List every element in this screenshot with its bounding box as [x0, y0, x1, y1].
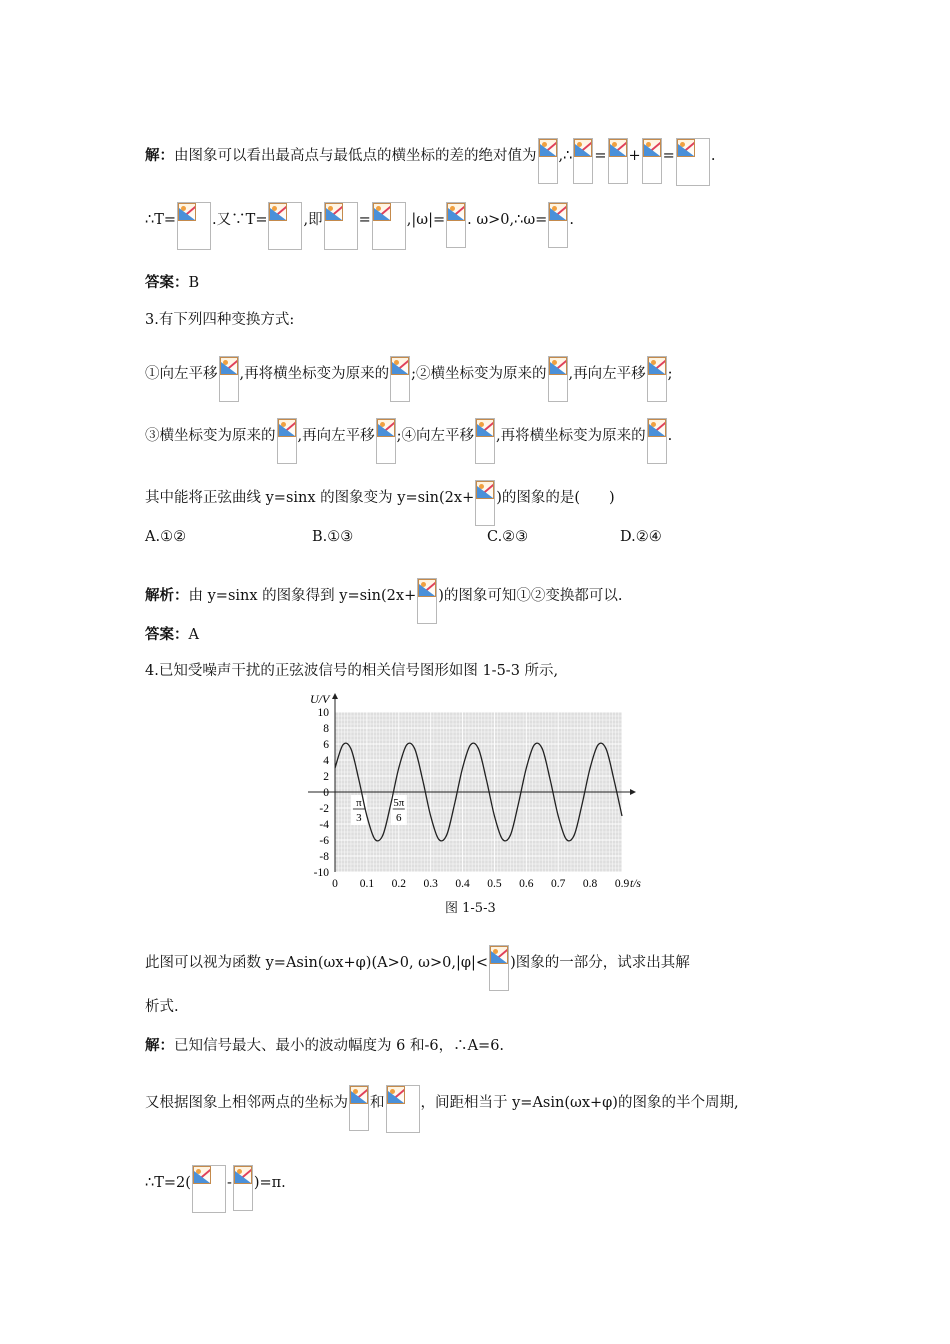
x-axis-label: t/s: [630, 878, 641, 890]
y-axis-label: U/V: [310, 692, 330, 706]
formula-image-icon: [417, 578, 437, 624]
question-4-title: 4.已知受噪声干扰的正弦波信号的相关信号图形如图 1-5-3 所示,: [145, 663, 559, 679]
answer-label: 答案：: [145, 274, 189, 291]
y-tick-label: -6: [319, 835, 329, 847]
x-tick-label: 0.5: [487, 878, 502, 890]
question-4-desc-cont: 析式.: [145, 999, 179, 1015]
text-run: 已知信号最大、最小的波动幅度为 6 和-6，∴A=6.: [174, 1038, 505, 1054]
x-tick-label: 0.9: [614, 878, 630, 890]
text-run: ①向左平移: [145, 366, 218, 382]
option-b: B.①③: [312, 529, 354, 545]
text-run: .: [710, 148, 716, 164]
formula-image-icon: [268, 202, 302, 250]
text-run: ,即: [303, 212, 323, 228]
text-run: 又根据图象上相邻两点的坐标为: [145, 1095, 348, 1111]
text-run: +: [628, 148, 641, 164]
figure-caption: 图 1-5-3: [445, 901, 496, 916]
solution-line-2: [145, 202, 574, 250]
option-c: C.②③: [487, 529, 529, 545]
solution-4-line-3: [145, 1165, 286, 1213]
text-run: 由 y=sinx 的图象得到 y=sin(2x+: [188, 588, 417, 604]
answer-value: B: [188, 275, 200, 291]
text-run: )的图象的是( ): [496, 490, 615, 506]
formula-image-icon: [548, 356, 568, 402]
analysis-label: 解析：: [145, 587, 189, 604]
text-run: ,∴: [558, 148, 573, 164]
formula-image-icon: [573, 138, 593, 184]
formula-image-icon: [372, 202, 406, 250]
x-tick-label: 0.3: [423, 878, 438, 890]
y-tick-label: -4: [319, 819, 329, 831]
question-3-line-2: [145, 418, 672, 464]
x-axis-arrow: [630, 789, 636, 795]
formula-image-icon: [446, 202, 466, 248]
analysis-line: [145, 578, 623, 624]
solution-line-1: [145, 138, 715, 186]
option-a: A.①②: [145, 529, 187, 545]
text-run: ,再将横坐标变为原来的: [239, 366, 390, 382]
solution-text: 由图象可以看出最高点与最低点的横坐标的差的绝对值为: [174, 148, 537, 164]
annotation-denominator: 6: [396, 812, 402, 824]
text-run: =: [662, 148, 675, 164]
text-run: ，间距相当于 y=Asin(ωx+φ)的图象的半个周期,: [420, 1095, 739, 1111]
text-run: )的图象可知①②变换都可以.: [438, 588, 623, 604]
y-axis-arrow: [332, 693, 338, 699]
question-4-desc: [145, 945, 690, 991]
formula-image-icon: [548, 202, 568, 248]
signal-chart-svg: [300, 690, 660, 890]
answer-value: A: [188, 627, 199, 643]
answer-line-1: [145, 273, 199, 293]
text-run: ,再向左平移: [568, 366, 646, 382]
x-tick-label: 0.2: [391, 878, 406, 890]
text-run: ;: [667, 366, 673, 382]
text-run: . ω>0,∴ω=: [467, 212, 548, 228]
question-3-ask: [145, 480, 615, 526]
solution-label: 解：: [145, 147, 174, 164]
solution-4-line-2: [145, 1085, 739, 1133]
formula-image-icon: [349, 1085, 369, 1131]
text-run: ,再将横坐标变为原来的: [496, 428, 646, 444]
y-tick-label: 4: [323, 755, 329, 767]
text-run: =: [594, 148, 607, 164]
formula-image-icon: [192, 1165, 226, 1213]
text-run: =: [358, 212, 371, 228]
x-tick-label: 0.8: [582, 878, 598, 890]
solution-label: 解：: [145, 1037, 174, 1054]
text-run: 和: [370, 1095, 385, 1111]
question-3-title: 3.有下列四种变换方式:: [145, 312, 295, 328]
option-d: D.②④: [620, 529, 662, 545]
formula-image-icon: [676, 138, 710, 186]
text-run: 此图可以视为函数 y=Asin(ωx+φ)(A>0, ω>0,|φ|<: [145, 955, 489, 971]
formula-image-icon: [647, 418, 667, 464]
formula-image-icon: [324, 202, 358, 250]
formula-image-icon: [376, 418, 396, 464]
formula-image-icon: [475, 418, 495, 464]
formula-image-icon: [647, 356, 667, 402]
y-tick-label: -2: [319, 803, 329, 815]
y-tick-label: -10: [313, 867, 329, 879]
x-tick-label: 0.6: [519, 878, 534, 890]
annotation-numerator: 5π: [393, 797, 405, 809]
formula-image-icon: [233, 1165, 253, 1211]
text-run: )=π.: [253, 1175, 286, 1191]
question-3-line-1: [145, 356, 673, 402]
y-tick-label: 2: [323, 771, 329, 783]
formula-image-icon: [475, 480, 495, 526]
annotation-numerator: π: [356, 797, 362, 809]
text-run: ∴T=2(: [145, 1175, 191, 1191]
text-run: .: [569, 212, 574, 228]
x-tick-label: 0.7: [551, 878, 566, 890]
text-run: .: [667, 428, 673, 444]
x-tick-label: 0: [332, 878, 338, 890]
formula-image-icon: [390, 356, 410, 402]
solution-4-line-1: [145, 1036, 504, 1056]
y-tick-label: 6: [323, 739, 329, 751]
formula-image-icon: [386, 1085, 420, 1133]
formula-image-icon: [608, 138, 628, 184]
y-tick-label: -8: [319, 851, 329, 863]
text-run: )图象的一部分，试求出其解: [510, 955, 690, 971]
answer-line-2: [145, 625, 199, 645]
answer-label: 答案：: [145, 626, 189, 643]
formula-image-icon: [538, 138, 558, 184]
text-run: ;②横坐标变为原来的: [411, 366, 547, 382]
text-run: ③横坐标变为原来的: [145, 428, 276, 444]
text-run: ;④向左平移: [396, 428, 474, 444]
formula-image-icon: [219, 356, 239, 402]
y-tick-label: 0: [323, 787, 329, 799]
text-run: ∴T=: [145, 212, 177, 228]
text-run: 其中能将正弦曲线 y=sinx 的图象变为 y=sin(2x+: [145, 490, 475, 506]
formula-image-icon: [489, 945, 509, 991]
y-tick-label: 10: [317, 707, 329, 719]
formula-image-icon: [642, 138, 662, 184]
annotation-denominator: 3: [356, 812, 362, 824]
formula-image-icon: [277, 418, 297, 464]
formula-image-icon: [177, 202, 211, 250]
text-run: -: [226, 1175, 232, 1191]
text-run: .又∵T=: [212, 212, 268, 228]
x-tick-label: 0.4: [455, 878, 470, 890]
text-run: ,再向左平移: [297, 428, 375, 444]
signal-chart: [300, 690, 660, 915]
x-tick-label: 0.1: [359, 878, 375, 890]
text-run: ,|ω|=: [406, 212, 446, 228]
y-tick-label: 8: [323, 723, 329, 735]
